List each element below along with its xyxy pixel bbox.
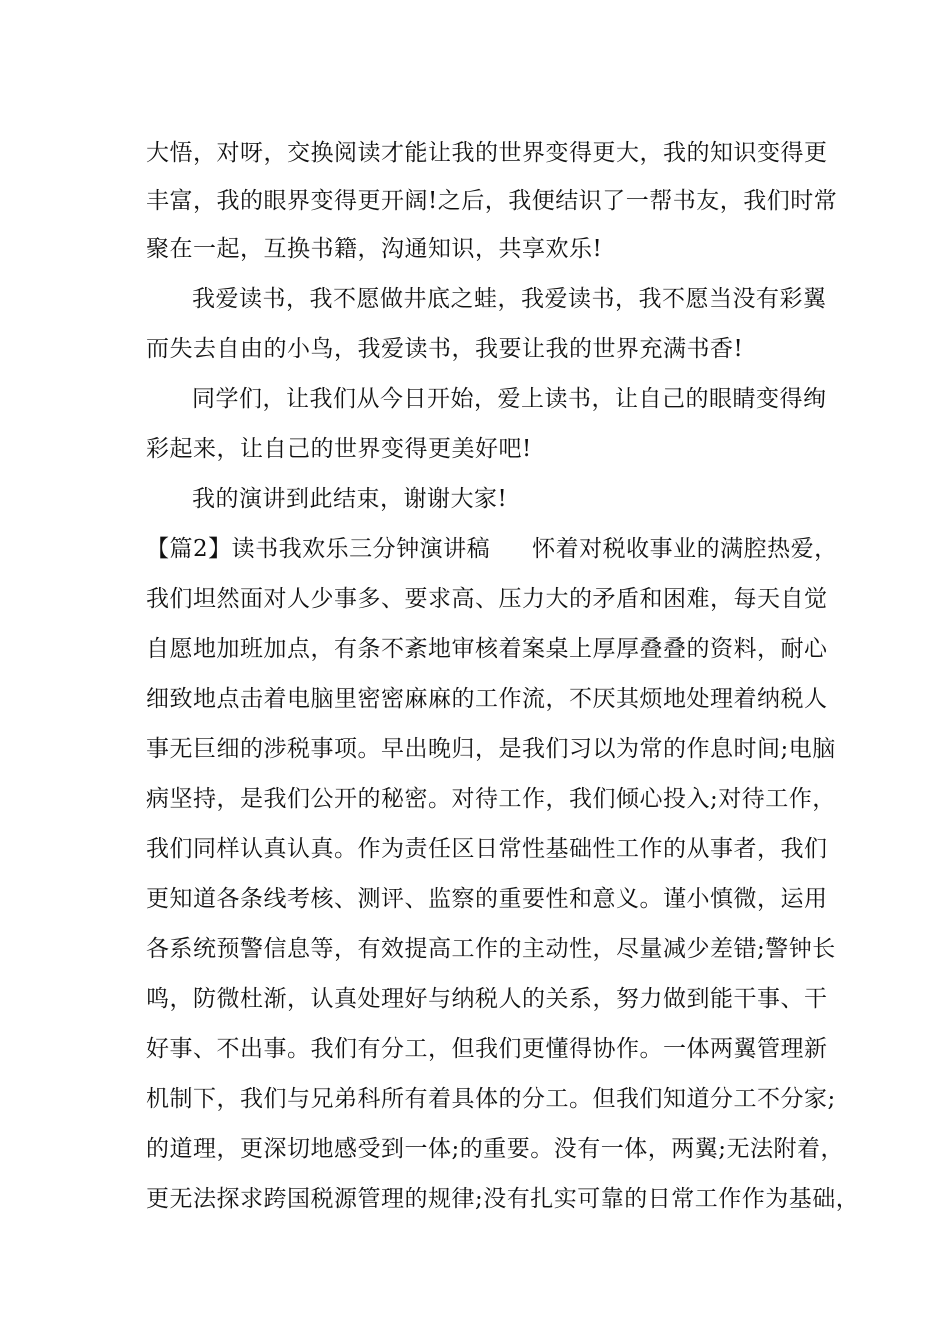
text-line: 彩起来，让自己的世界变得更美好吧! [146,436,532,462]
text-line: 我们同样认真认真。作为责任区日常性基础性工作的从事者，我们 [146,836,828,862]
text-line: 好事、不出事。我们有分工，但我们更懂得协作。一体两翼管理新 [146,1036,828,1062]
section-heading-line [146,534,836,564]
section-first-text: 怀着对税收事业的满腔热爱， [532,536,838,562]
text-line: 更无法探求跨国税源管理的规律;没有扎实可靠的日常工作作为基础， [146,1186,860,1212]
text-line: 鸣，防微杜渐，认真处理好与纳税人的关系，努力做到能干事、干 [146,986,828,1012]
text-line: 而失去自由的小鸟，我爱读书，我要让我的世界充满书香! [146,336,744,362]
text-line: 聚在一起，互换书籍，沟通知识，共享欢乐! [146,236,603,262]
text-line: 大悟，对呀，交换阅读才能让我的世界变得更大，我的知识变得更 [146,140,828,166]
section-heading: 【篇2】读书我欢乐三分钟演讲稿 [146,536,491,562]
text-line: 更知道各条线考核、测评、监察的重要性和意义。谨小慎微，运用 [146,886,828,912]
text-line: 自愿地加班加点，有条不紊地审核着案桌上厚厚叠叠的资料，耐心 [146,636,828,662]
text-line: 丰富，我的眼界变得更开阔!之后，我便结识了一帮书友，我们时常 [146,188,838,214]
text-line: 各系统预警信息等，有效提高工作的主动性，尽量减少差错;警钟长 [146,936,836,962]
text-line: 我们坦然面对人少事多、要求高、压力大的矛盾和困难，每天自觉 [146,586,828,612]
text-line: 病坚持，是我们公开的秘密。对待工作，我们倾心投入;对待工作， [146,786,836,812]
text-line: 细致地点击着电脑里密密麻麻的工作流，不厌其烦地处理着纳税人 [146,686,828,712]
text-line: 同学们，让我们从今日开始，爱上读书，让自己的眼睛变得绚 [192,386,827,412]
text-line: 机制下，我们与兄弟科所有着具体的分工。但我们知道分工不分家; [146,1086,836,1112]
text-line: 我爱读书，我不愿做井底之蛙，我爱读书，我不愿当没有彩翼 [192,286,827,312]
text-line: 事无巨细的涉税事项。早出晚归，是我们习以为常的作息时间;电脑 [146,736,836,762]
text-line: 我的演讲到此结束，谢谢大家! [192,486,508,512]
text-line: 的道理，更深切地感受到一体;的重要。没有一体，两翼;无法附着， [146,1136,844,1162]
